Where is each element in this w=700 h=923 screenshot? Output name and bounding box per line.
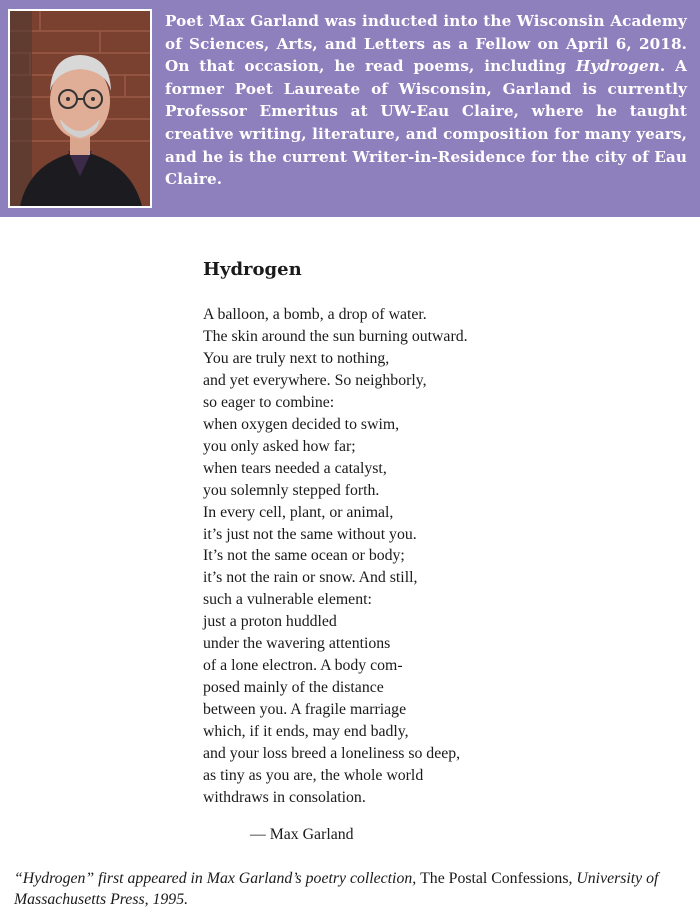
- poem-line: of a lone electron. A body com-: [203, 657, 403, 675]
- poem-line: when oxygen decided to swim,: [203, 415, 400, 433]
- poem-line: It’s not the same ocean or body;: [203, 547, 405, 565]
- poem-line: and your loss breed a loneliness so deep,: [203, 745, 461, 763]
- poem-line: between you. A fragile marriage: [203, 701, 407, 719]
- poem-line: it’s just not the same without you.: [203, 525, 417, 543]
- note-text-end: , University of Massachusetts Press, 1995.: [14, 870, 659, 908]
- author-portrait-image: [10, 11, 150, 206]
- book-title: The Postal Confessions: [420, 870, 569, 887]
- bio-text-start: Poet Max Garland was inducted into the Wisconsin Academy of Sciences, Arts, and Letters as a Fellow on April 6, 2018. On that occasion, he read poems, including: [165, 12, 687, 76]
- bio-poem-title: Hydrogen: [575, 57, 660, 76]
- poem-line: withdraws in consolation.: [203, 788, 366, 806]
- poem-line: and yet everywhere. So neighborly,: [203, 371, 427, 389]
- poem-line: posed mainly of the distance: [203, 679, 384, 697]
- poem-line: so eager to combine:: [203, 393, 335, 411]
- poem-line: A balloon, a bomb, a drop of water.: [203, 306, 427, 323]
- author-bio: [165, 10, 687, 191]
- poem-line: which, if it ends, may end badly,: [203, 723, 409, 741]
- poem-line: just a proton huddled: [203, 613, 337, 631]
- poem-line: In every cell, plant, or animal,: [203, 503, 394, 521]
- author-photo: [8, 9, 152, 208]
- note-text-start: “Hydrogen” first appeared in Max Garland’s poetry collection,: [14, 870, 421, 887]
- poem-attribution: — Max Garland: [250, 826, 354, 843]
- poem-line: under the wavering attentions: [203, 635, 391, 653]
- poem-line: The skin around the sun burning outward.: [203, 327, 468, 345]
- bio-text-end: . A former Poet Laureate of Wisconsin, Garland is currently Professor Emeritus at UW-Eau Claire, where he taught creative writing, literature, and composition for many years, and he is the current Writer-in-Residence for the city of Eau Claire.: [165, 57, 687, 189]
- poem-body: [203, 304, 468, 809]
- poem-line: you solemnly stepped forth.: [203, 481, 380, 499]
- poem-title: Hydrogen: [203, 259, 302, 280]
- poem-line: you only asked how far;: [203, 437, 356, 455]
- poem-line: when tears needed a catalyst,: [203, 459, 387, 477]
- poem-line: as tiny as you are, the whole world: [203, 767, 424, 785]
- poem-line: it’s not the rain or snow. And still,: [203, 569, 418, 587]
- poem-line: such a vulnerable element:: [203, 591, 372, 609]
- poem-line: You are truly next to nothing,: [203, 349, 390, 367]
- publication-note: [14, 868, 694, 910]
- bio-banner: [0, 0, 700, 217]
